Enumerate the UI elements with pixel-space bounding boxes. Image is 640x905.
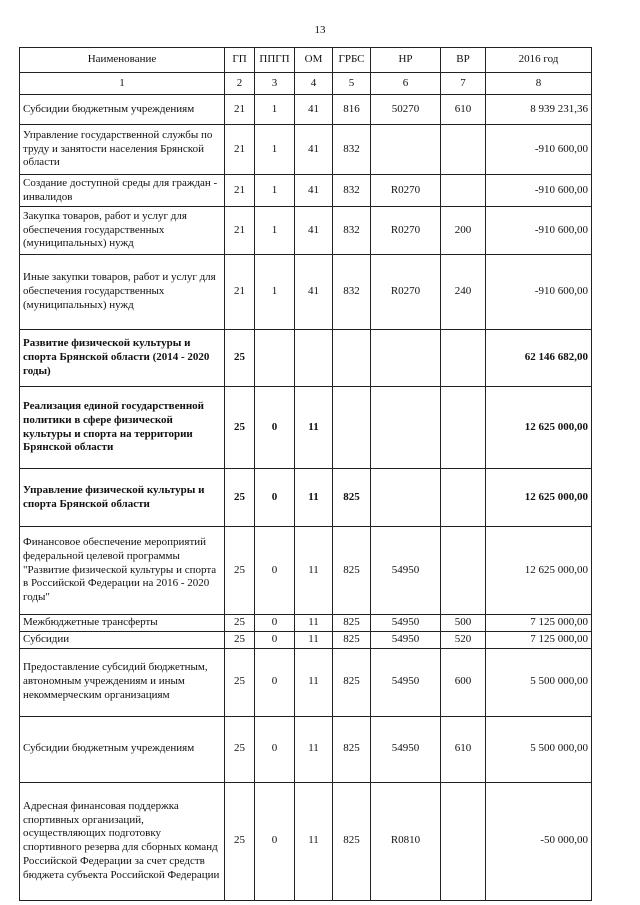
row-om: 41	[295, 95, 333, 125]
row-amount: -910 600,00	[486, 125, 592, 175]
row-nr: 54950	[371, 648, 441, 716]
row-gp: 25	[225, 330, 255, 387]
col-header-name: Наименование	[20, 48, 225, 73]
row-nr: R0270	[371, 255, 441, 330]
col-number: 1	[20, 73, 225, 95]
row-grbs: 832	[333, 255, 371, 330]
row-om: 11	[295, 469, 333, 527]
row-gp: 21	[225, 95, 255, 125]
row-grbs: 825	[333, 782, 371, 900]
row-name: Субсидии бюджетным учреждениям	[20, 95, 225, 125]
row-vr: 200	[441, 207, 486, 255]
row-nr	[371, 330, 441, 387]
row-amount: 7 125 000,00	[486, 615, 592, 632]
row-vr	[441, 469, 486, 527]
budget-table	[19, 47, 592, 901]
row-ppgp: 1	[255, 95, 295, 125]
row-nr	[371, 387, 441, 469]
table-body	[20, 95, 592, 901]
row-amount: 12 625 000,00	[486, 469, 592, 527]
row-grbs	[333, 330, 371, 387]
row-gp: 25	[225, 782, 255, 900]
row-gp: 25	[225, 387, 255, 469]
row-ppgp	[255, 330, 295, 387]
row-grbs: 825	[333, 631, 371, 648]
row-gp: 25	[225, 469, 255, 527]
row-amount: -910 600,00	[486, 175, 592, 207]
row-om: 41	[295, 207, 333, 255]
row-nr: 54950	[371, 615, 441, 632]
row-ppgp: 0	[255, 648, 295, 716]
col-number: 3	[255, 73, 295, 95]
row-ppgp: 0	[255, 631, 295, 648]
row-grbs: 825	[333, 648, 371, 716]
table-row	[20, 207, 592, 255]
row-name: Управление государственной службы по труду и занятости населения Брянской области	[20, 125, 225, 175]
row-name: Закупка товаров, работ и услуг для обеспечения государственных (муниципальных) нужд	[20, 207, 225, 255]
row-amount: 12 625 000,00	[486, 527, 592, 615]
row-name: Субсидии	[20, 631, 225, 648]
row-ppgp: 1	[255, 207, 295, 255]
column-number-row	[20, 73, 592, 95]
row-amount: -910 600,00	[486, 207, 592, 255]
row-vr	[441, 782, 486, 900]
row-ppgp: 1	[255, 125, 295, 175]
row-amount: 12 625 000,00	[486, 387, 592, 469]
row-om: 11	[295, 631, 333, 648]
row-om: 11	[295, 782, 333, 900]
table-row	[20, 527, 592, 615]
row-ppgp: 0	[255, 782, 295, 900]
col-header-nr: НР	[371, 48, 441, 73]
row-amount: 7 125 000,00	[486, 631, 592, 648]
row-amount: -50 000,00	[486, 782, 592, 900]
col-number: 2	[225, 73, 255, 95]
row-nr	[371, 469, 441, 527]
row-ppgp: 0	[255, 387, 295, 469]
row-om: 11	[295, 527, 333, 615]
col-number: 6	[371, 73, 441, 95]
row-grbs: 825	[333, 716, 371, 782]
row-nr: 54950	[371, 527, 441, 615]
row-name: Реализация единой государственной политики в сфере физической культуры и спорта на территории Брянской области	[20, 387, 225, 469]
row-om: 41	[295, 175, 333, 207]
row-ppgp: 1	[255, 175, 295, 207]
col-number: 7	[441, 73, 486, 95]
table-row	[20, 648, 592, 716]
col-header-grbs: ГРБС	[333, 48, 371, 73]
row-vr	[441, 387, 486, 469]
row-amount: 5 500 000,00	[486, 716, 592, 782]
row-ppgp: 0	[255, 527, 295, 615]
row-name: Адресная финансовая поддержка спортивных организаций, осуществляющих подготовку спортивного резерва для сборных команд Российской Федерации за счет средств бюджета субъекта Российской Федерации	[20, 782, 225, 900]
row-grbs: 825	[333, 527, 371, 615]
col-header-vr: ВР	[441, 48, 486, 73]
row-gp: 25	[225, 648, 255, 716]
col-header-amount: 2016 год	[486, 48, 592, 73]
row-vr: 600	[441, 648, 486, 716]
row-gp: 25	[225, 615, 255, 632]
row-amount: 5 500 000,00	[486, 648, 592, 716]
row-name: Межбюджетные трансферты	[20, 615, 225, 632]
row-om: 11	[295, 648, 333, 716]
row-grbs: 832	[333, 175, 371, 207]
row-gp: 21	[225, 207, 255, 255]
row-grbs: 816	[333, 95, 371, 125]
table-row	[20, 95, 592, 125]
row-vr: 610	[441, 716, 486, 782]
table-row	[20, 469, 592, 527]
row-om: 11	[295, 387, 333, 469]
row-nr: 54950	[371, 631, 441, 648]
row-grbs: 832	[333, 207, 371, 255]
row-name: Предоставление субсидий бюджетным, автономным учреждениям и иным некоммерческим организациям	[20, 648, 225, 716]
table-row	[20, 615, 592, 632]
row-vr: 610	[441, 95, 486, 125]
row-name: Управление физической культуры и спорта Брянской области	[20, 469, 225, 527]
row-nr: R0810	[371, 782, 441, 900]
row-gp: 25	[225, 631, 255, 648]
row-amount: -910 600,00	[486, 255, 592, 330]
row-name: Финансовое обеспечение мероприятий федеральной целевой программы "Развитие физической культуры и спорта в Российской Федерации на 2016 - 2020 годы"	[20, 527, 225, 615]
col-header-om: ОМ	[295, 48, 333, 73]
row-nr: 54950	[371, 716, 441, 782]
table-row	[20, 782, 592, 900]
page-number: 13	[314, 24, 326, 36]
table-row	[20, 330, 592, 387]
row-name: Создание доступной среды для граждан - инвалидов	[20, 175, 225, 207]
table-row	[20, 716, 592, 782]
row-nr	[371, 125, 441, 175]
row-name: Субсидии бюджетным учреждениям	[20, 716, 225, 782]
row-om: 11	[295, 716, 333, 782]
row-vr	[441, 175, 486, 207]
row-gp: 25	[225, 716, 255, 782]
row-gp: 21	[225, 125, 255, 175]
row-gp: 25	[225, 527, 255, 615]
row-grbs: 832	[333, 125, 371, 175]
header-row	[20, 48, 592, 73]
row-vr: 520	[441, 631, 486, 648]
table-row	[20, 255, 592, 330]
row-vr	[441, 330, 486, 387]
col-number: 8	[486, 73, 592, 95]
row-vr	[441, 527, 486, 615]
row-ppgp: 1	[255, 255, 295, 330]
col-number: 5	[333, 73, 371, 95]
row-gp: 21	[225, 175, 255, 207]
row-amount: 62 146 682,00	[486, 330, 592, 387]
table-row	[20, 387, 592, 469]
row-name: Развитие физической культуры и спорта Брянской области (2014 - 2020 годы)	[20, 330, 225, 387]
row-name: Иные закупки товаров, работ и услуг для обеспечения государственных (муниципальных) нужд	[20, 255, 225, 330]
row-vr: 240	[441, 255, 486, 330]
row-grbs: 825	[333, 469, 371, 527]
row-om: 11	[295, 615, 333, 632]
table-row	[20, 631, 592, 648]
row-om	[295, 330, 333, 387]
row-ppgp: 0	[255, 716, 295, 782]
row-nr: 50270	[371, 95, 441, 125]
col-number: 4	[295, 73, 333, 95]
row-nr: R0270	[371, 175, 441, 207]
row-vr	[441, 125, 486, 175]
table-row	[20, 125, 592, 175]
row-gp: 21	[225, 255, 255, 330]
col-header-ppgp: ППГП	[255, 48, 295, 73]
table-row	[20, 175, 592, 207]
row-amount: 8 939 231,36	[486, 95, 592, 125]
row-ppgp: 0	[255, 615, 295, 632]
row-om: 41	[295, 125, 333, 175]
row-vr: 500	[441, 615, 486, 632]
row-ppgp: 0	[255, 469, 295, 527]
col-header-gp: ГП	[225, 48, 255, 73]
row-nr: R0270	[371, 207, 441, 255]
row-om: 41	[295, 255, 333, 330]
row-grbs	[333, 387, 371, 469]
row-grbs: 825	[333, 615, 371, 632]
